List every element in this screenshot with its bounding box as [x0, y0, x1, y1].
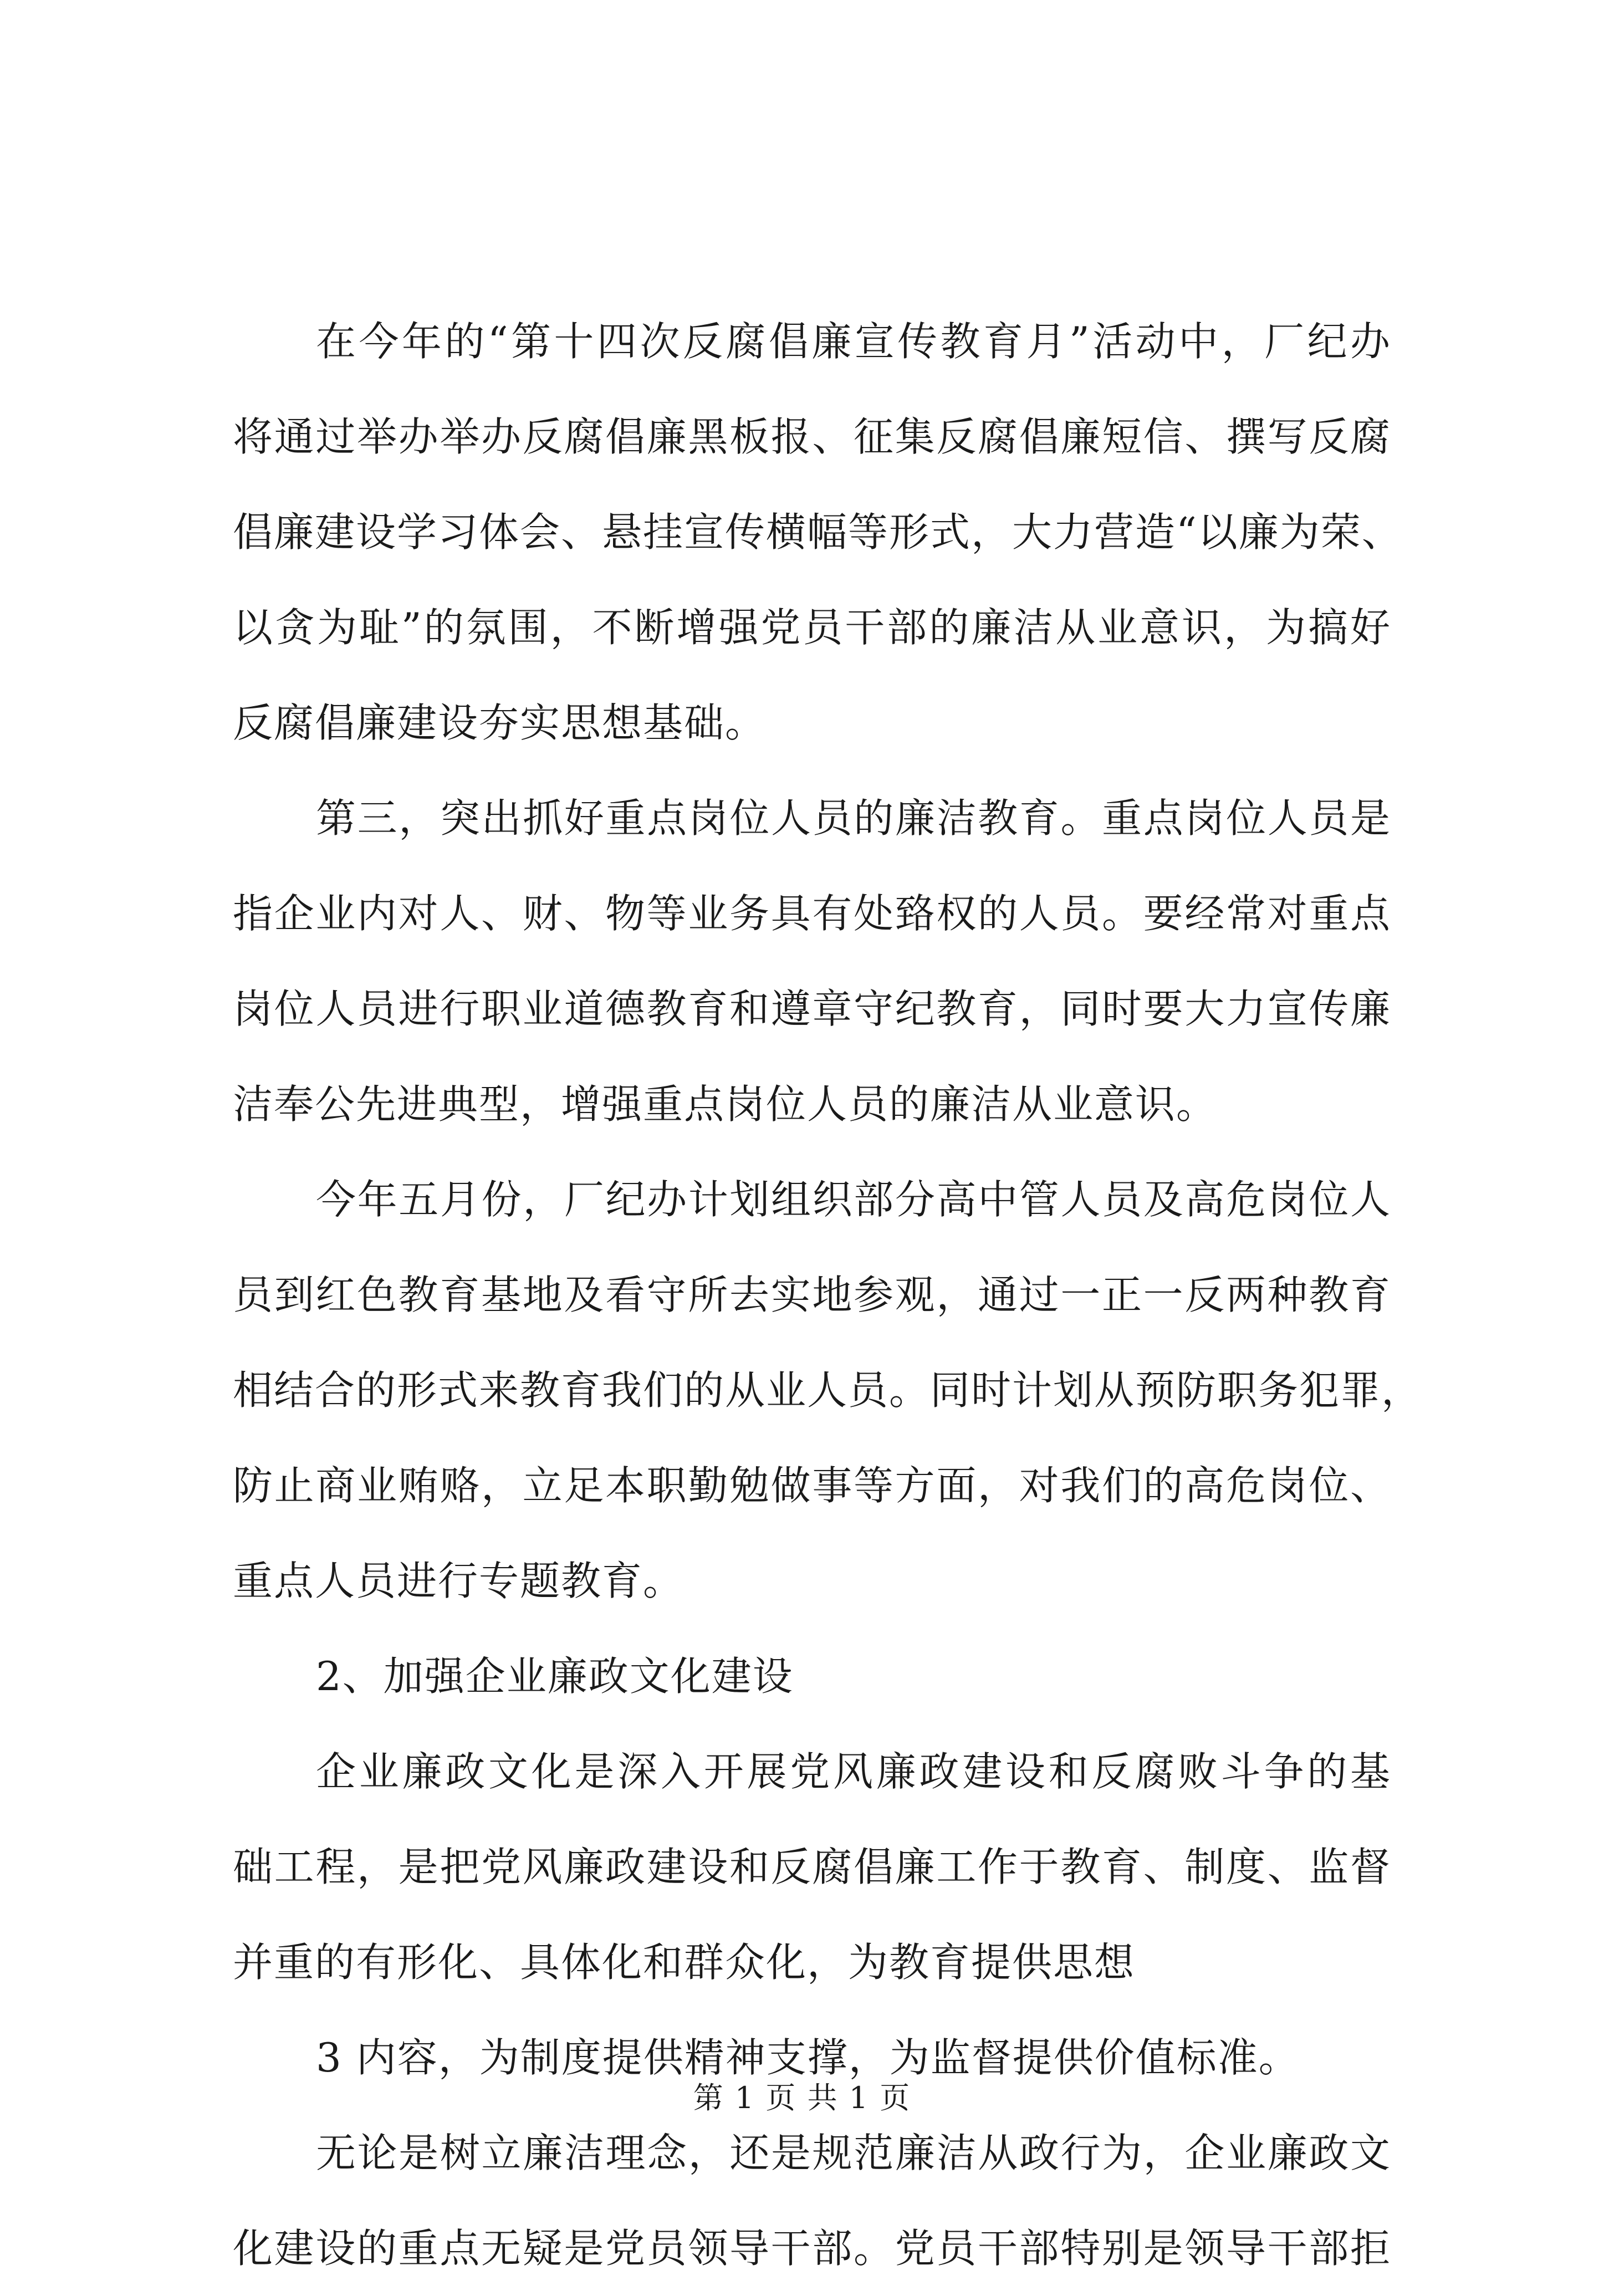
body-line: 洁奉公先进典型，增强重点岗位人员的廉洁从业意识。 [233, 1081, 1218, 1127]
body-line: 在今年的“第十四次反腐倡廉宣传教育月”活动中，厂纪办 [316, 318, 1391, 365]
body-line: 倡廉建设学习体会、悬挂宣传横幅等形式，大力营造“以廉为荣、 [233, 509, 1403, 555]
body-line: 反腐倡廉建设夯实思想基础。 [233, 700, 767, 746]
body-line: 重点人员进行专题教育。 [233, 1558, 684, 1604]
body-line: 今年五月份，厂纪办计划组织部分高中管人员及高危岗位人 [316, 1176, 1391, 1223]
body-line: 防止商业贿赂，立足本职勤勉做事等方面，对我们的高危岗位、 [233, 1462, 1391, 1509]
body-line: 第三，突出抓好重点岗位人员的廉洁教育。重点岗位人员是 [316, 795, 1391, 841]
body-line: 相结合的形式来教育我们的从业人员。同时计划从预防职务犯罪， [233, 1367, 1423, 1414]
body-line: 础工程，是把党风廉政建设和反腐倡廉工作于教育、制度、监督 [233, 1844, 1391, 1890]
body-line: 将通过举办举办反腐倡廉黑板报、征集反腐倡廉短信、撰写反腐 [233, 414, 1391, 460]
document-body [233, 294, 1423, 2296]
body-line: 化建设的重点无疑是党员领导干部。党员干部特别是领导干部拒 [233, 2225, 1391, 2272]
body-line: 企业廉政文化是深入开展党风廉政建设和反腐败斗争的基 [316, 1748, 1391, 1795]
body-line: 无论是树立廉洁理念，还是规范廉洁从政行为，企业廉政文 [316, 2130, 1391, 2176]
body-line: 3 内容，为制度提供精神支撑，为监督提供价值标准。 [316, 2034, 1300, 2081]
body-line: 员到红色教育基地及看守所去实地参观，通过一正一反两种教育 [233, 1272, 1391, 1318]
body-line: 指企业内对人、财、物等业务具有处臵权的人员。要经常对重点 [233, 890, 1391, 937]
section-heading: 2、加强企业廉政文化建设 [316, 1653, 794, 1700]
body-line: 以贪为耻”的氛围，不断增强党员干部的廉洁从业意识，为搞好 [233, 604, 1391, 651]
body-line: 岗位人员进行职业道德教育和遵章守纪教育，同时要大力宣传廉 [233, 986, 1391, 1032]
body-line: 并重的有形化、具体化和群众化，为教育提供思想 [233, 1939, 1136, 1986]
page-number-label: 第 1 页 共 1 页 [693, 2080, 911, 2115]
page-footer [0, 2079, 1604, 2118]
